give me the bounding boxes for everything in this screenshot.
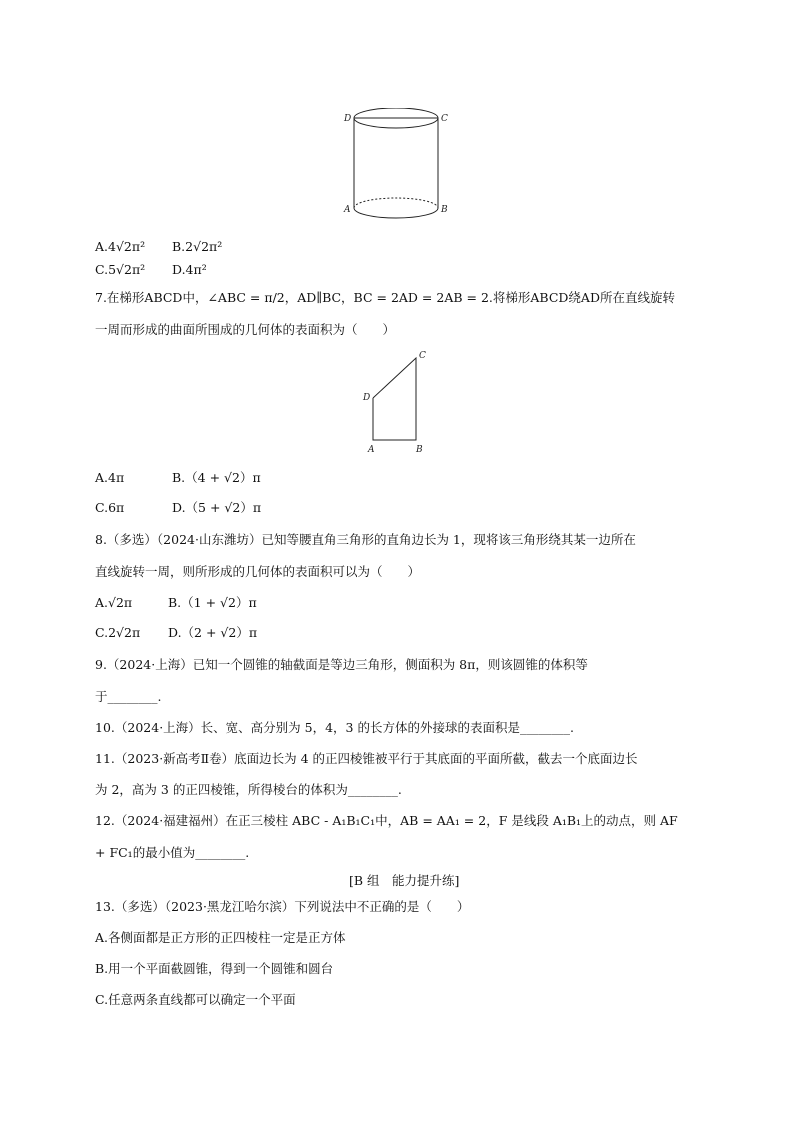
q7-option-a: A.4π — [95, 470, 125, 485]
q8-stem-line2: 直线旋转一周，则所形成的几何体的表面积可以为（ ） — [95, 564, 421, 579]
trapezoid-label-a: A — [368, 445, 375, 455]
q7-option-b: B.（4 + √2）π — [172, 470, 261, 485]
q13-option-a: A.各侧面都是正方形的正四棱柱一定是正方体 — [95, 930, 346, 945]
q12-stem-line1: 12.（2024·福建福州）在正三棱柱 ABC - A₁B₁C₁中，AB = AA₁ = 2，F 是线段 A₁B₁上的动点，则 AF — [95, 813, 678, 828]
q7-option-c: C.6π — [95, 500, 125, 515]
q8-option-d: D.（2 + √2）π — [168, 625, 258, 640]
q8-option-a: A.√2π — [95, 595, 133, 610]
q11-stem-line1: 11.（2023·新高考Ⅱ卷）底面边长为 4 的正四棱锥被平行于其底面的平面所截，截去一个底面边长 — [95, 751, 638, 766]
q7-stem-line1: 7.在梯形ABCD中，∠ABC = π/2，AD∥BC，BC = 2AD = 2AB = 2.将梯形ABCD绕AD所在直线旋转 — [95, 290, 675, 305]
q6-option-a: A.4√2π² — [95, 239, 146, 254]
cylinder-figure — [340, 108, 460, 228]
q9-stem-line2: 于________. — [95, 689, 162, 704]
q6-option-b: B.2√2π² — [172, 239, 223, 254]
section-b-title: [B 组 能力提升练] — [349, 873, 460, 888]
q7-stem-line2: 一周而形成的曲面所围成的几何体的表面积为（ ） — [95, 322, 396, 337]
q12-stem-line2: + FC₁的最小值为________. — [95, 845, 250, 860]
trapezoid-label-b: B — [416, 445, 423, 455]
trapezoid-figure — [360, 348, 440, 458]
q6-option-c: C.5√2π² — [95, 262, 146, 277]
q9-stem-line1: 9.（2024·上海）已知一个圆锥的轴截面是等边三角形，侧面积为 8π，则该圆锥的体积等 — [95, 657, 588, 672]
cylinder-label-c: C — [441, 114, 448, 124]
q6-option-d: D.4π² — [172, 262, 207, 277]
q13-option-c: C.任意两条直线都可以确定一个平面 — [95, 992, 296, 1007]
trapezoid-label-c: C — [419, 351, 426, 361]
q11-stem-line2: 为 2，高为 3 的正四棱锥，所得棱台的体积为________. — [95, 782, 402, 797]
cylinder-label-d: D — [344, 114, 352, 124]
q13-option-b: B.用一个平面截圆锥，得到一个圆锥和圆台 — [95, 961, 334, 976]
q13-stem: 13.（多选）（2023·黑龙江哈尔滨）下列说法中不正确的是（ ） — [95, 899, 470, 914]
q8-stem-line1: 8.（多选）（2024·山东潍坊）已知等腰直角三角形的直角边长为 1，现将该三角形绕其某一边所在 — [95, 532, 636, 547]
trapezoid-label-d: D — [363, 393, 371, 403]
cylinder-label-a: A — [344, 205, 351, 215]
cylinder-label-b: B — [441, 205, 448, 215]
q8-option-c: C.2√2π — [95, 625, 141, 640]
q8-option-b: B.（1 + √2）π — [168, 595, 257, 610]
q10-stem: 10.（2024·上海）长、宽、高分别为 5，4，3 的长方体的外接球的表面积是________. — [95, 720, 574, 735]
q7-option-d: D.（5 + √2）π — [172, 500, 262, 515]
